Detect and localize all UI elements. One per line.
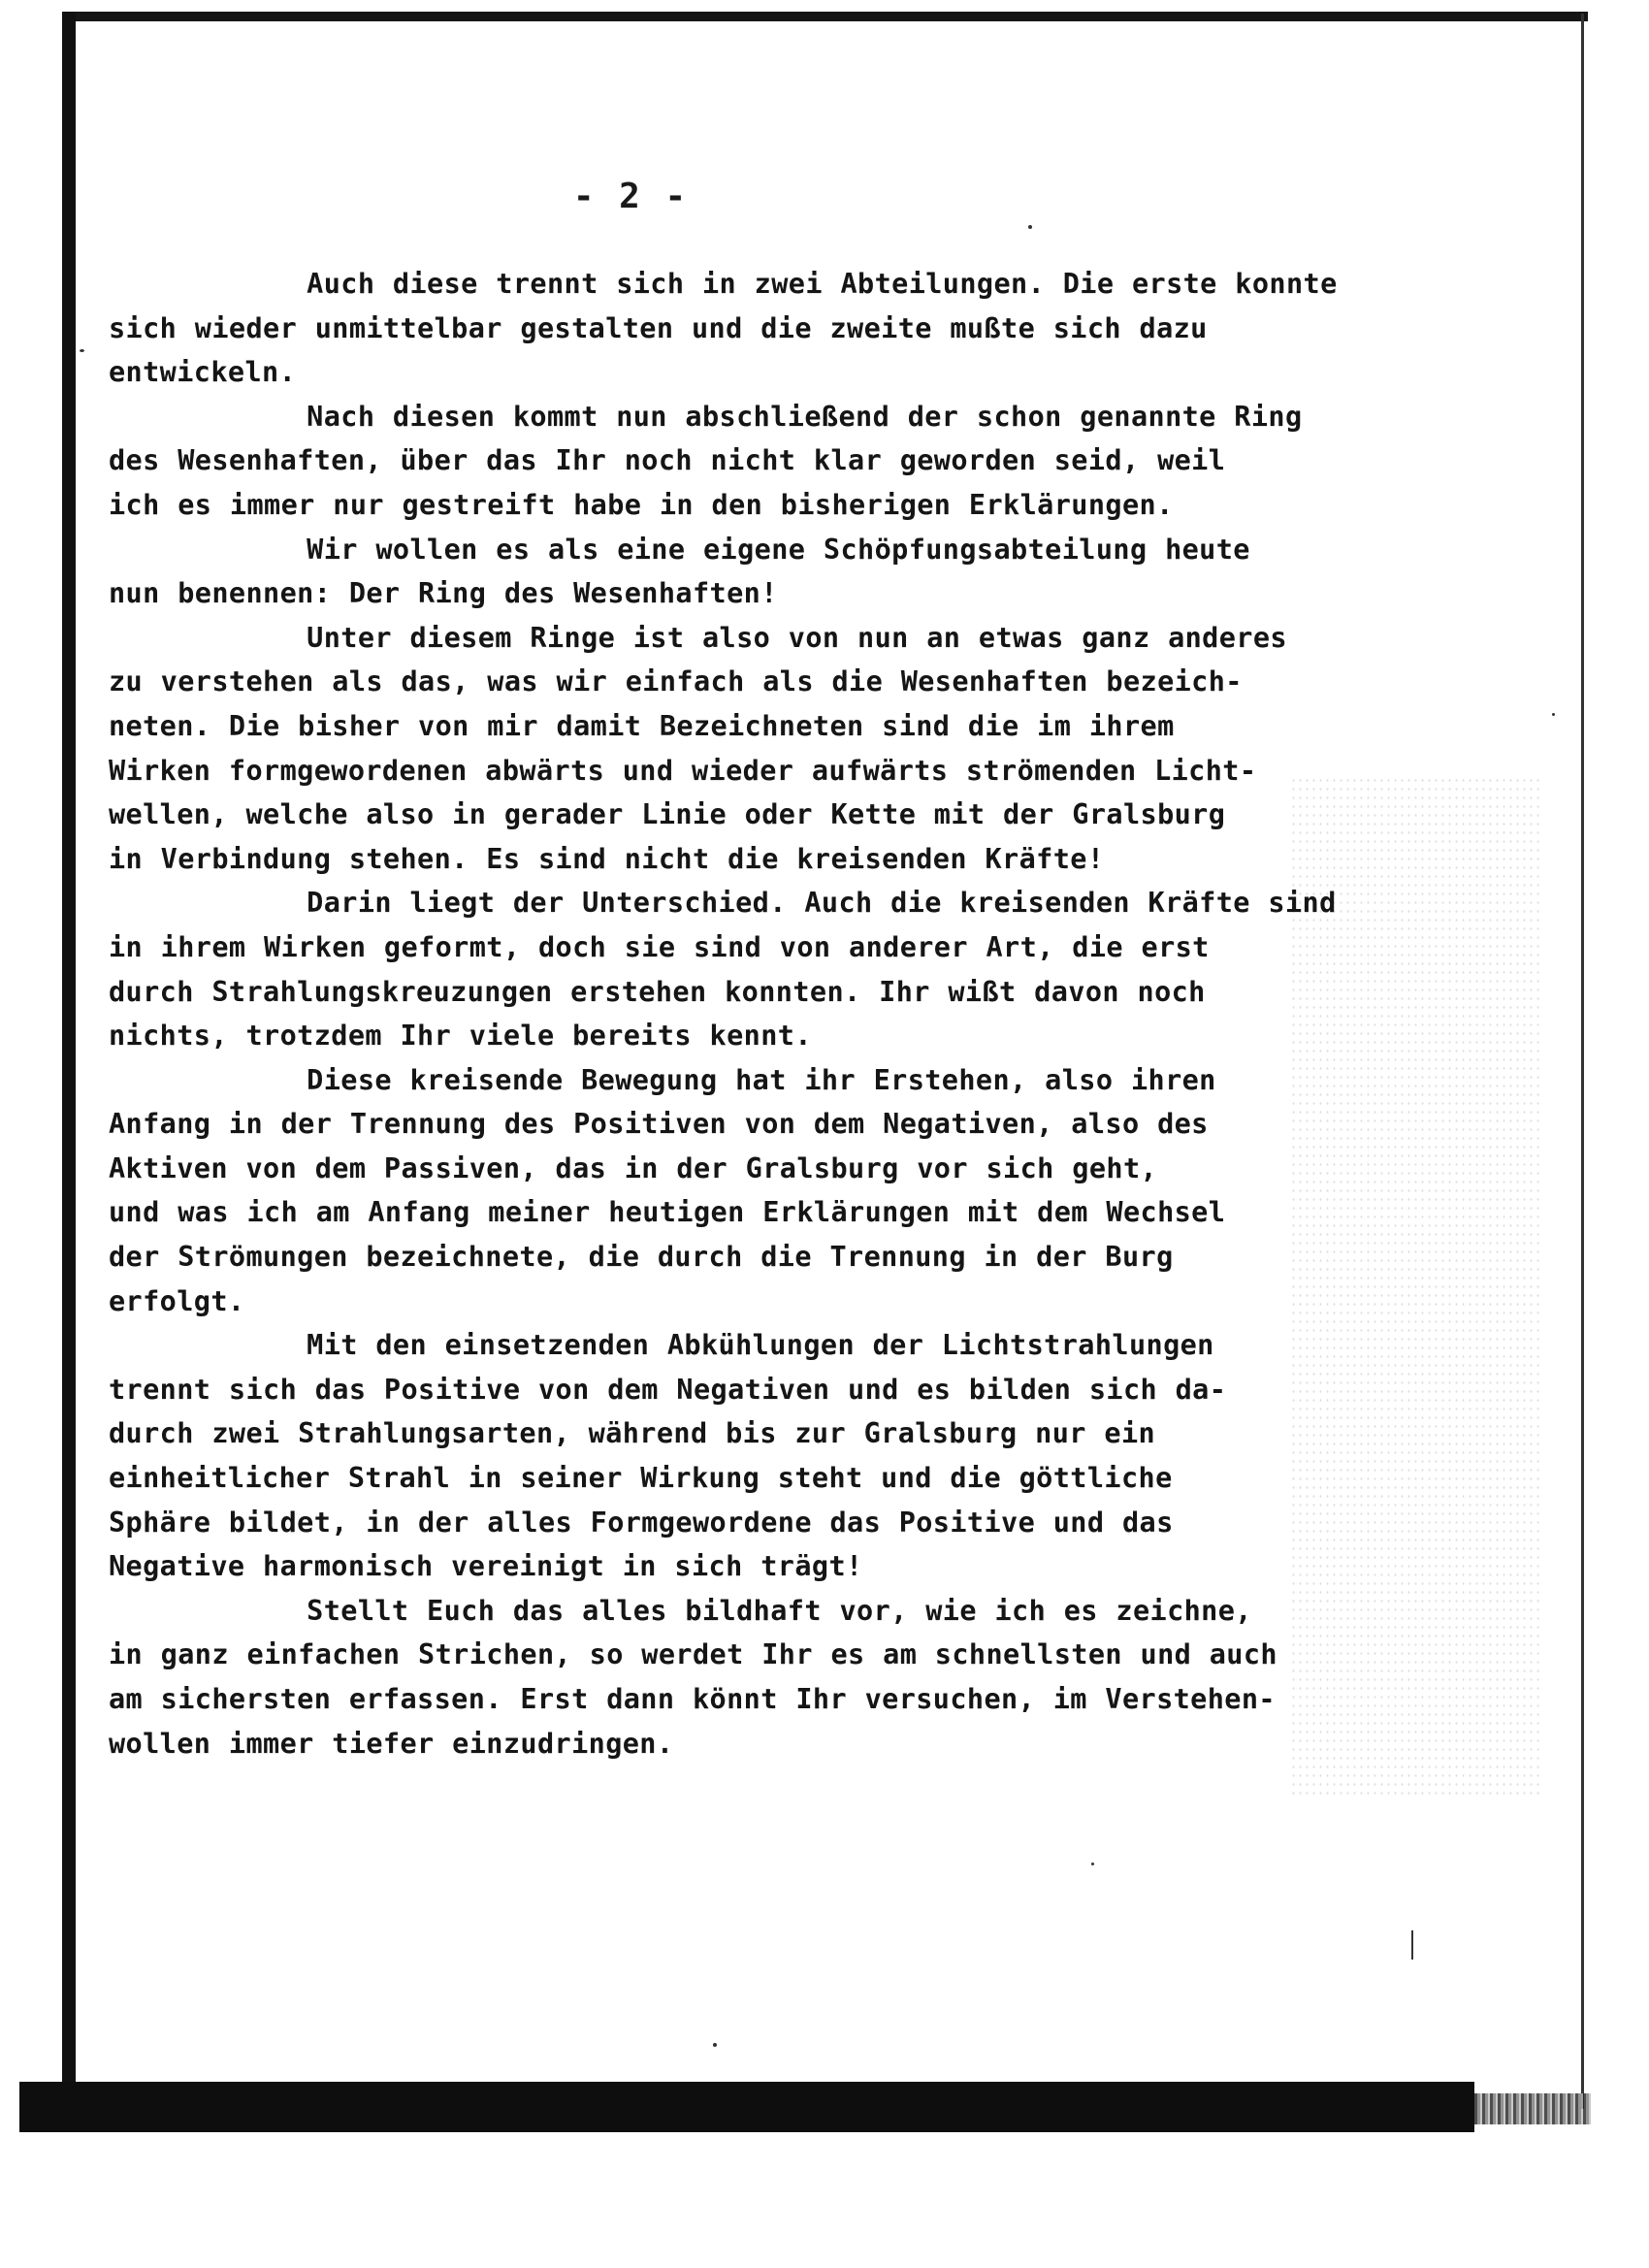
scan-edge-top (70, 12, 1588, 21)
text-line: Anfang in der Trennung des Positiven von dem Negativen, also des (109, 1108, 1209, 1141)
text-line: Nach diesen kommt nun abschließend der schon genannte Ring (109, 400, 1303, 433)
text-line: entwickeln. (109, 356, 297, 389)
text-line: Darin liegt der Unterschied. Auch die kreisenden Kräfte sind (109, 887, 1337, 920)
text-line: Aktiven von dem Passiven, das in der Gralsburg vor sich geht, (109, 1151, 1158, 1184)
scan-edge-bottom-tail (1474, 2093, 1591, 2124)
text-line: in ganz einfachen Strichen, so werdet Ihr es am schnellsten und auch (109, 1638, 1277, 1671)
text-line: durch Strahlungskreuzungen erstehen konnten. Ihr wißt davon noch (109, 975, 1206, 1008)
text-line: am sichersten erfassen. Erst dann könnt Ihr versuchen, im Verstehen- (109, 1683, 1276, 1715)
text-line: wollen immer tiefer einzudringen. (109, 1727, 674, 1760)
text-line: der Strömungen bezeichnete, die durch die Trennung in der Burg (109, 1241, 1174, 1274)
text-line: Wir wollen es als eine eigene Schöpfungsabteilung heute (109, 533, 1250, 566)
text-line: ich es immer nur gestreift habe in den bisherigen Erklärungen. (109, 488, 1174, 521)
text-line: Unter diesem Ringe ist also von nun an etwas ganz anderes (109, 621, 1287, 654)
page-number: - 2 - (572, 177, 689, 216)
scan-edge-left (62, 12, 76, 2107)
text-line: in Verbindung stehen. Es sind nicht die kreisenden Kräfte! (109, 842, 1105, 875)
scan-edge-bottom (19, 2082, 1474, 2132)
scan-speck (1028, 225, 1032, 229)
text-line: Diese kreisende Bewegung hat ihr Erstehen, also ihren (109, 1063, 1216, 1096)
text-line: und was ich am Anfang meiner heutigen Erklärungen mit dem Wechsel (109, 1196, 1226, 1229)
scan-edge-right (1581, 14, 1584, 2109)
scan-speck (1552, 713, 1555, 716)
text-line: in ihrem Wirken geformt, doch sie sind von anderer Art, die erst (109, 930, 1210, 963)
text-line: erfolgt. (109, 1284, 245, 1317)
scan-speck (1411, 1930, 1413, 1960)
text-line: Sphäre bildet, in der alles Formgewordene das Positive und das (109, 1506, 1174, 1539)
scan-speck (1091, 1863, 1094, 1865)
text-line: neten. Die bisher von mir damit Bezeichneten sind die im ihrem (109, 709, 1175, 742)
text-line: nichts, trotzdem Ihr viele bereits kennt. (109, 1020, 812, 1053)
text-line: des Wesenhaften, über das Ihr noch nicht klar geworden seid, weil (109, 444, 1226, 477)
text-line: sich wieder unmittelbar gestalten und die zweite mußte sich dazu (109, 311, 1208, 344)
text-line: zu verstehen als das, was wir einfach als die Wesenhaften bezeich- (109, 665, 1243, 698)
text-line: Negative harmonisch vereinigt in sich trägt! (109, 1550, 863, 1583)
text-line: Wirken formgewordenen abwärts und wieder aufwärts strömenden Licht- (109, 754, 1257, 787)
text-line: trennt sich das Positive von dem Negativen und es bilden sich da- (109, 1373, 1227, 1406)
text-line: wellen, welche also in gerader Linie oder Kette mit der Gralsburg (109, 798, 1226, 831)
text-line: Auch diese trennt sich in zwei Abteilungen. Die erste konnte (109, 268, 1338, 300)
text-line: Mit den einsetzenden Abkühlungen der Lichtstrahlungen (109, 1329, 1214, 1362)
scan-speck (713, 2043, 717, 2047)
text-line: durch zwei Strahlungsarten, während bis zur Gralsburg nur ein (109, 1417, 1156, 1450)
text-line: Stellt Euch das alles bildhaft vor, wie ich es zeichne, (109, 1594, 1252, 1627)
scan-speck (80, 349, 84, 352)
typewritten-text (109, 262, 1438, 1766)
text-line: nun benennen: Der Ring des Wesenhaften! (109, 577, 778, 610)
text-line: einheitlicher Strahl in seiner Wirkung steht und die göttliche (109, 1462, 1173, 1495)
